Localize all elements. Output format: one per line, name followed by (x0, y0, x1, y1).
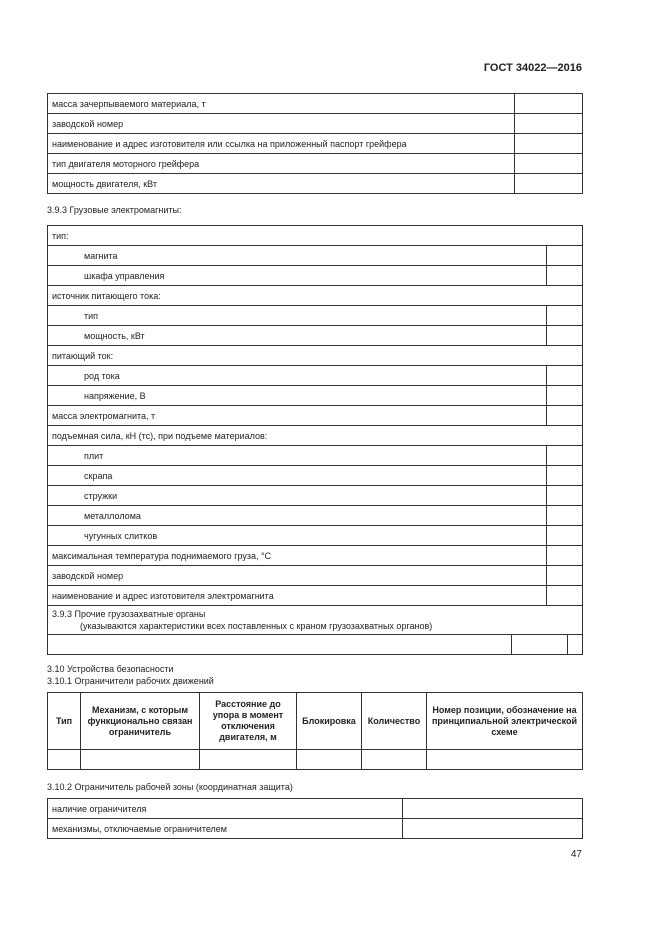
table-row (48, 154, 583, 174)
row-label: чугунных слитков (48, 526, 547, 546)
group-label: питающий ток: (48, 346, 583, 366)
section-heading-limiters: 3.10.1 Ограничители рабочих движений (47, 676, 214, 686)
column-header: Механизм, с которым функционально связан ограничитель (81, 693, 200, 750)
table-row (48, 174, 583, 194)
table-row (48, 799, 583, 819)
table-row (48, 446, 583, 466)
table-row (48, 506, 583, 526)
value-cell[interactable] (515, 114, 583, 134)
table-row (48, 226, 583, 246)
grab-parameters-table (47, 93, 583, 194)
row-label: тип двигателя моторного грейфера (48, 154, 515, 174)
table-row (48, 266, 583, 286)
value-cell[interactable] (547, 266, 583, 286)
other-gripping-note: (указываются характеристики всех поставленных с краном грузозахватных органов) (80, 621, 433, 631)
value-cell[interactable] (547, 466, 583, 486)
table-row (48, 406, 583, 426)
table-row (48, 286, 583, 306)
row-label: скрапа (48, 466, 547, 486)
document-header: ГОСТ 34022—2016 (483, 62, 582, 74)
table-row (48, 606, 583, 635)
value-cell[interactable] (48, 635, 512, 654)
value-cell[interactable] (547, 406, 583, 426)
table-row (48, 134, 583, 154)
zone-limiter-table (47, 798, 583, 839)
table-row (48, 94, 583, 114)
row-label: масса электромагнита, т (48, 406, 547, 426)
value-cell[interactable] (200, 750, 297, 770)
value-cell[interactable] (515, 174, 583, 194)
group-label: источник питающего тока: (48, 286, 583, 306)
column-header: Количество (362, 693, 427, 750)
value-cell[interactable] (547, 546, 583, 566)
value-cell[interactable] (427, 750, 583, 770)
value-cell[interactable] (547, 246, 583, 266)
row-label: стружки (48, 486, 547, 506)
value-cell[interactable] (547, 306, 583, 326)
table-row (48, 526, 583, 546)
table-row (48, 750, 583, 770)
value-cell[interactable] (547, 486, 583, 506)
other-gripping-value-row (48, 635, 583, 655)
page-number: 47 (570, 849, 582, 860)
value-cell[interactable] (81, 750, 200, 770)
section-heading-zone-limiter: 3.10.2 Ограничитель рабочей зоны (координатная защита) (47, 782, 293, 792)
table-row (48, 546, 583, 566)
table-row (48, 246, 583, 266)
limiters-table (47, 692, 583, 770)
row-label: напряжение, В (48, 386, 547, 406)
row-label: тип (48, 306, 547, 326)
value-cell[interactable] (512, 635, 568, 654)
table-row (48, 586, 583, 606)
table-row (48, 386, 583, 406)
value-cell[interactable] (547, 586, 583, 606)
value-cell[interactable] (547, 446, 583, 466)
other-gripping-devices-cell (48, 606, 583, 635)
group-label: подъемная сила, кН (тс), при подъеме материалов: (48, 426, 583, 446)
row-label: механизмы, отключаемые ограничителем (48, 819, 403, 839)
row-label: металлолома (48, 506, 547, 526)
row-label: мощность, кВт (48, 326, 547, 346)
table-row (48, 114, 583, 134)
row-label: плит (48, 446, 547, 466)
table-row (48, 306, 583, 326)
column-header: Тип (48, 693, 81, 750)
section-heading-safety: 3.10 Устройства безопасности (47, 664, 174, 674)
table-row (48, 326, 583, 346)
table-row (48, 566, 583, 586)
row-label: наименование и адрес изготовителя или ссылка на приложенный паспорт грейфера (48, 134, 515, 154)
value-cell[interactable] (547, 566, 583, 586)
value-cell[interactable] (403, 819, 583, 839)
value-cell[interactable] (362, 750, 427, 770)
value-cell[interactable] (403, 799, 583, 819)
table-row (48, 346, 583, 366)
value-cell[interactable] (547, 386, 583, 406)
value-cell[interactable] (515, 94, 583, 114)
column-header: Расстояние до упора в момент отключения двигателя, м (200, 693, 297, 750)
section-heading-magnets: 3.9.3 Грузовые электромагниты: (47, 205, 182, 215)
other-gripping-title: 3.9.3 Прочие грузозахватные органы (52, 609, 206, 619)
row-label: шкафа управления (48, 266, 547, 286)
value-cell[interactable] (297, 750, 362, 770)
table-row (48, 366, 583, 386)
column-header: Номер позиции, обозначение на принципиальной электрической схеме (427, 693, 583, 750)
value-cell[interactable] (568, 635, 582, 654)
value-cell[interactable] (48, 750, 81, 770)
row-label: наименование и адрес изготовителя электромагнита (48, 586, 547, 606)
row-label: заводской номер (48, 114, 515, 134)
magnets-table (47, 225, 583, 655)
table-row (48, 635, 583, 655)
row-label: магнита (48, 246, 547, 266)
value-cell[interactable] (547, 526, 583, 546)
column-header: Блокировка (297, 693, 362, 750)
value-cell[interactable] (547, 366, 583, 386)
table-row (48, 426, 583, 446)
table-row (48, 819, 583, 839)
row-label: масса зачерпываемого материала, т (48, 94, 515, 114)
row-label: род тока (48, 366, 547, 386)
value-cell[interactable] (547, 326, 583, 346)
row-label: заводской номер (48, 566, 547, 586)
value-cell[interactable] (515, 134, 583, 154)
table-row (48, 486, 583, 506)
row-label: максимальная температура поднимаемого груза, °С (48, 546, 547, 566)
value-cell[interactable] (515, 154, 583, 174)
value-cell[interactable] (547, 506, 583, 526)
group-label: тип: (48, 226, 583, 246)
row-label: мощность двигателя, кВт (48, 174, 515, 194)
table-header-row (48, 693, 583, 750)
row-label: наличие ограничителя (48, 799, 403, 819)
table-row (48, 466, 583, 486)
